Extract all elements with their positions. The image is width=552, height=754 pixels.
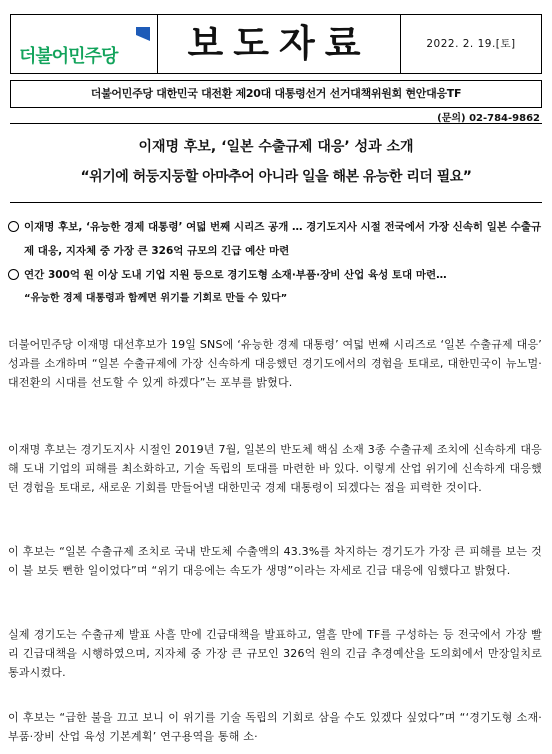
summary-bullet-text: 이재명 후보, ‘유능한 경제 대통령’ 여덟 번째 시리즈 공개 … 경기도지사 시절 전국에서 가장 신속히 일본 수출규제 대응, 지자체 중 가장 큰 326억 규모의 긴급 예산 마련 <box>24 221 542 257</box>
party-logo-text: 더불어민주당 <box>19 46 118 67</box>
body-paragraph: 이 후보는 “일본 수출규제 조치로 국내 반도체 수출액의 43.3%를 차지하는 경기도가 가장 큰 피해를 보는 것이 불 보듯 뻔한 일이었다”며 “위기 대응에는 속도가 생명”이라는 자세로 긴급 대응에 임했다고 밝혔다. <box>8 545 542 577</box>
divider <box>10 202 542 203</box>
body-paragraph: 이 후보는 “급한 불을 끄고 보니 이 위기를 기술 독립의 기회로 삼을 수도 있겠다 싶었다”며 “‘경기도형 소재·부품·장비 산업 육성 기본계획’ 연구용역을 통해 소· <box>8 711 542 743</box>
bullet-circle-icon <box>8 269 19 280</box>
summary-bullet <box>8 263 544 287</box>
header <box>10 14 542 74</box>
contact-info: (문의) 02-784-9862 <box>437 113 540 124</box>
bullet-circle-icon <box>8 221 19 232</box>
summary-bullets <box>8 215 544 311</box>
body-paragraph: 더불어민주당 이재명 대선후보가 19일 SNS에 ‘유능한 경제 대통령’ 여덟 번째 시리즈로 ‘일본 수출규제 대응’ 성과를 소개하며 “일본 수출규제에 가장 신속하게 대응했던 경기도에서의 경험을 토대로, 대한민국이 뉴노멀·대전환의 시대를 선도할 수 있게 하겠다”는 포부를 밝혔다. <box>8 338 542 389</box>
divider <box>10 123 542 124</box>
document-title: 보도자료 <box>187 22 371 65</box>
body-paragraph: 실제 경기도는 수출규제 발표 사흘 만에 긴급대책을 발표하고, 열흘 만에 TF를 구성하는 등 전국에서 가장 빨리 긴급대책을 시행하였으며, 지자체 중 가장 큰 규모인 326억 원의 긴급 추경예산을 도의회에서 만장일치로 통과시켰다. <box>8 628 542 679</box>
headline-quote: “위기에 허둥지둥할 아마추어 아니라 일을 해본 유능한 리더 필요” <box>80 169 472 185</box>
party-logo <box>10 14 158 74</box>
title-box <box>158 14 401 74</box>
summary-bullet <box>8 215 544 263</box>
body-paragraph: 이재명 후보는 경기도지사 시절인 2019년 7월, 일본의 반도체 핵심 소재 3종 수출규제 조치에 신속하게 대응해 도내 기업의 피해를 최소화하고, 기술 독립의 토대를 마련한 바 있다. 이렇게 산업 위기에 신속하게 대응했던 경험을 토대로, 새로운 기회를 만들어낼 대한민국 경제 대통령이 되겠다는 점을 피력한 것이다. <box>8 443 542 494</box>
summary-bullet-text: 연간 300억 원 이상 도내 기업 지원 등으로 경기도형 소재·부품·장비 산업 육성 토대 마련… <box>24 269 447 281</box>
release-date: 2022. 2. 19.[토] <box>401 14 542 74</box>
organization-banner: 더불어민주당 대한민국 대전환 제20대 대통령선거 선거대책위원회 현안대응TF <box>10 80 542 108</box>
party-logo-mark-icon <box>136 27 150 41</box>
headline-main: 이재명 후보, ‘일본 수출규제 대응’ 성과 소개 <box>138 139 414 155</box>
summary-quote: “유능한 경제 대통령과 함께면 위기를 기회로 만들 수 있다” <box>24 293 288 304</box>
